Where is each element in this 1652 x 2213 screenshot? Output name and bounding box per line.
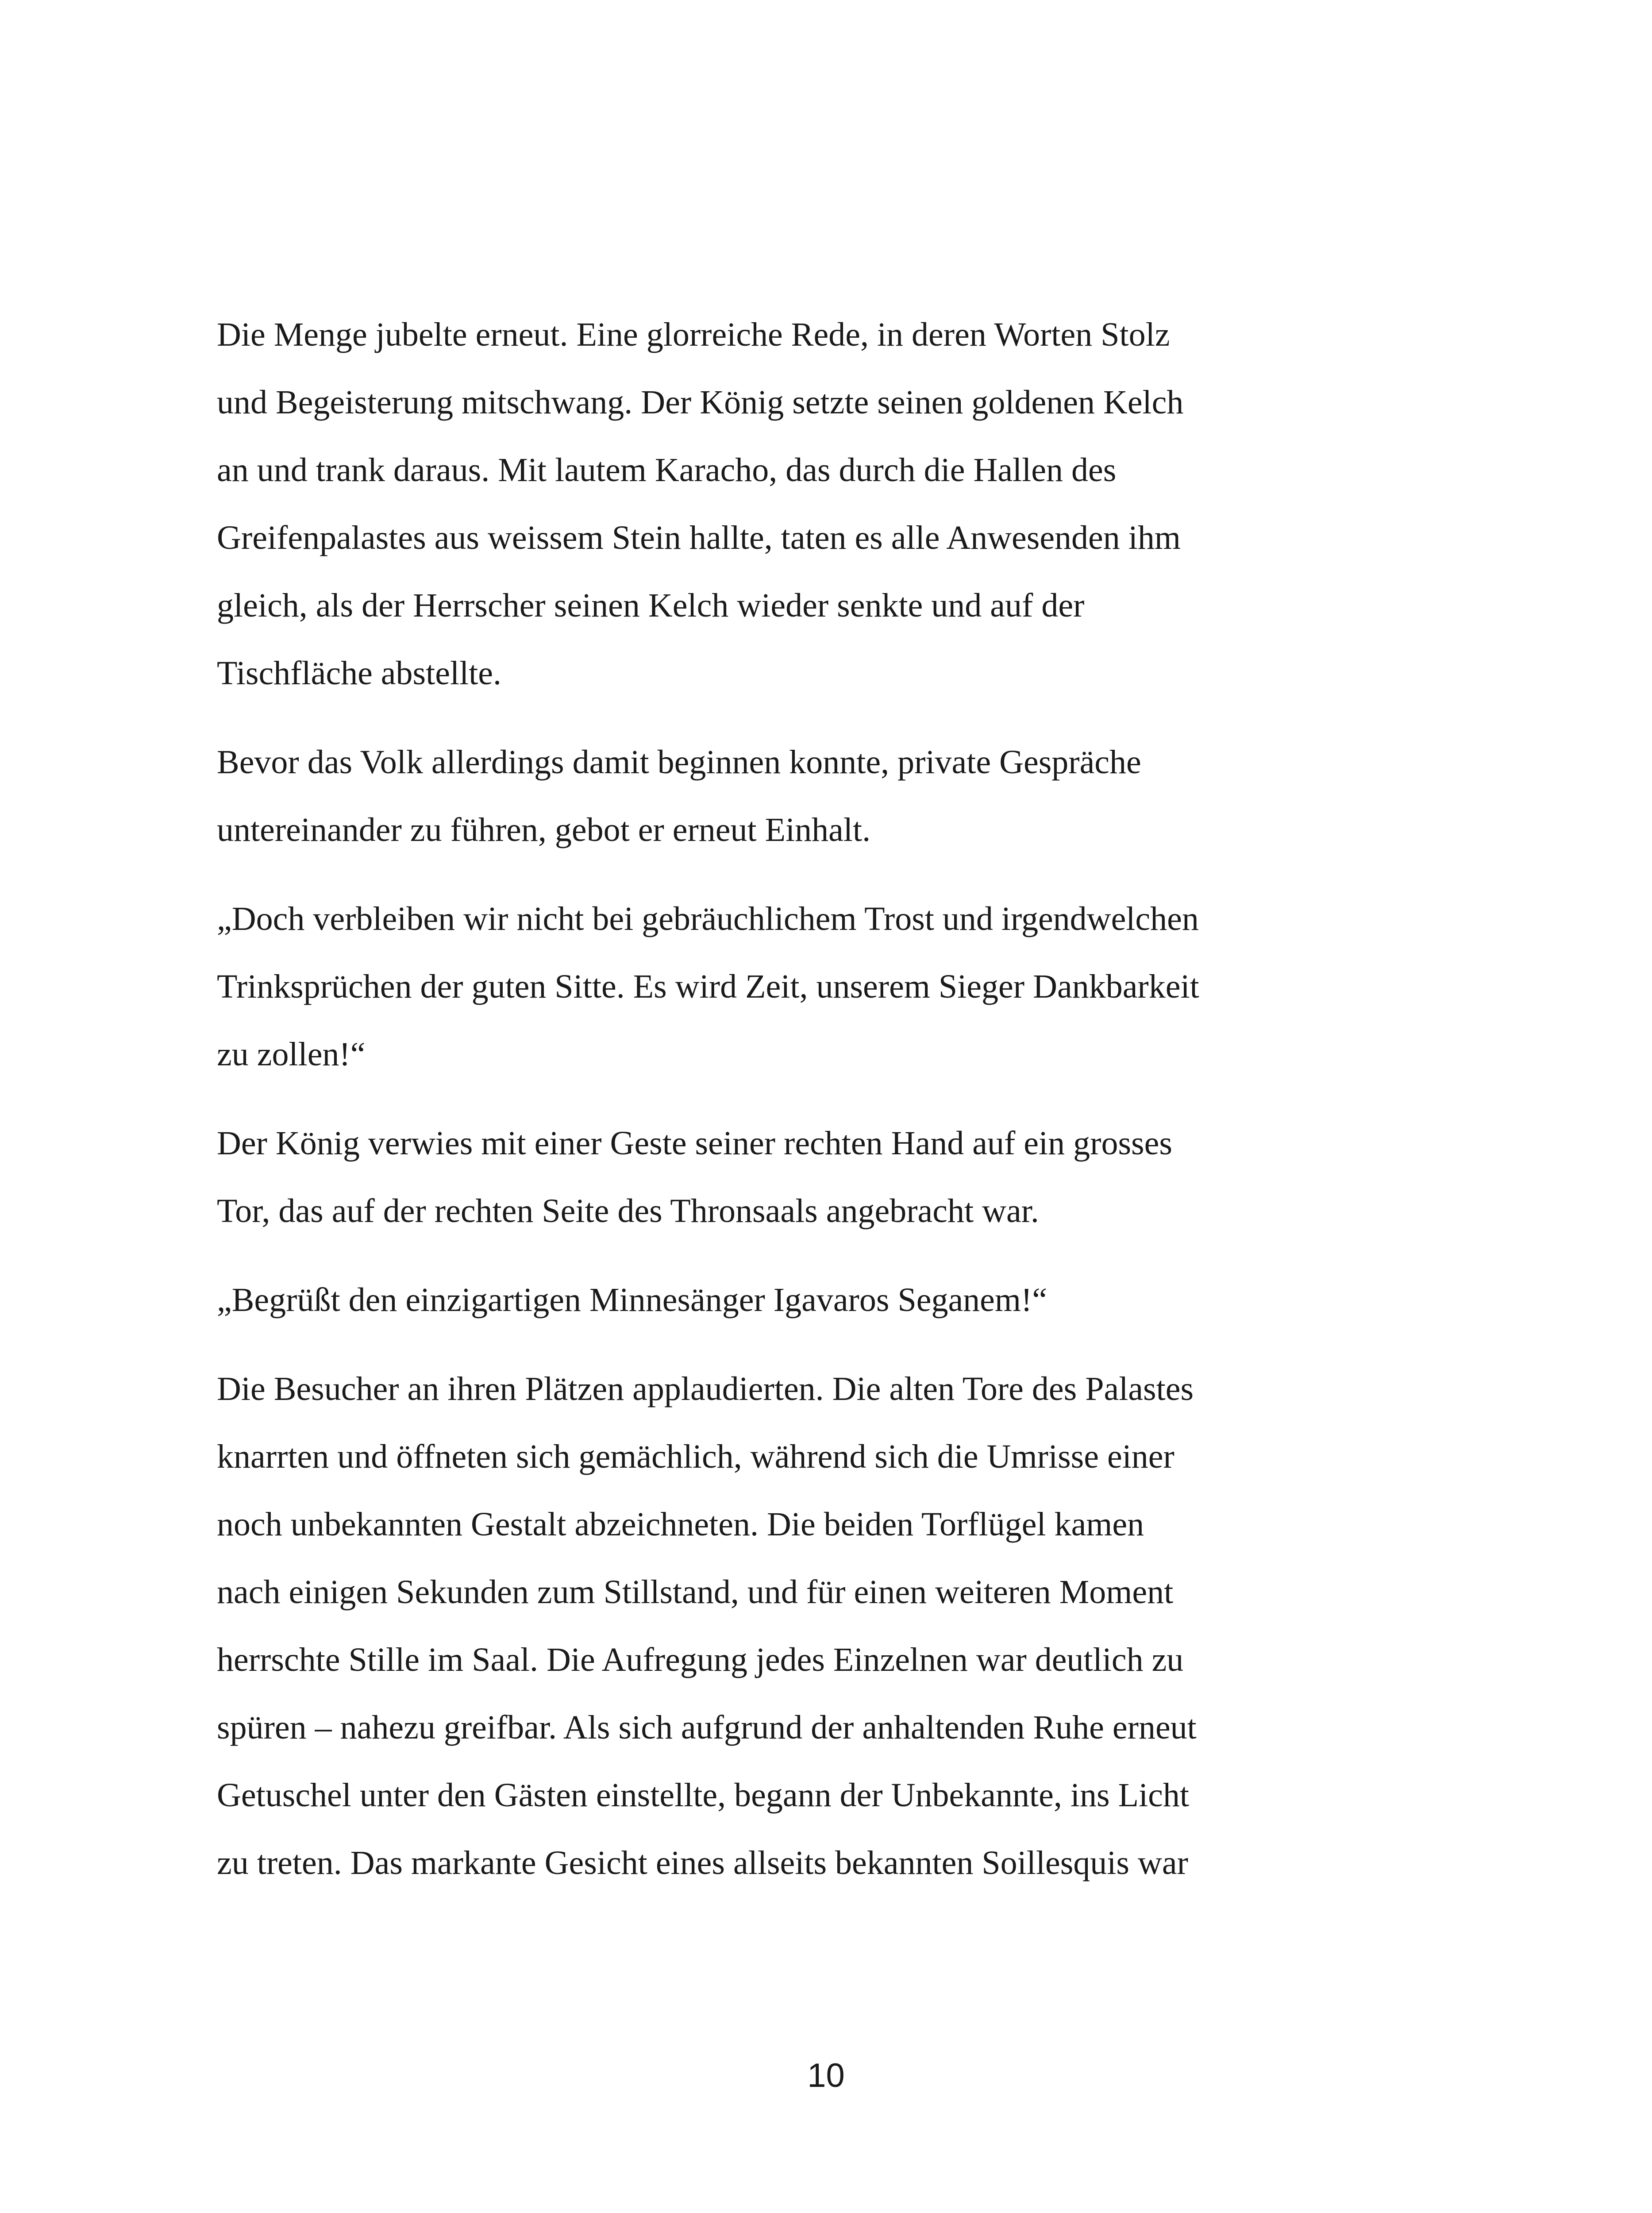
body-text bbox=[217, 301, 1438, 1918]
text-line: untereinander zu führen, gebot er erneut Einhalt. bbox=[217, 811, 871, 848]
text-line: an und trank daraus. Mit lautem Karacho, das durch die Hallen des bbox=[217, 451, 1117, 489]
text-line: Die Menge jubelte erneut. Eine glorreiche Rede, in deren Worten Stolz bbox=[217, 316, 1170, 353]
text-line: und Begeisterung mitschwang. Der König setzte seinen goldenen Kelch bbox=[217, 384, 1184, 421]
page-number: 10 bbox=[807, 2057, 845, 2094]
paragraph-4 bbox=[217, 1110, 1438, 1245]
text-line: zu treten. Das markante Gesicht eines allseits bekannten Soillesquis war bbox=[217, 1844, 1188, 1881]
text-line: nach einigen Sekunden zum Stillstand, und für einen weiteren Moment bbox=[217, 1573, 1174, 1611]
text-line: gleich, als der Herrscher seinen Kelch wieder senkte und auf der bbox=[217, 587, 1085, 624]
paragraph-1 bbox=[217, 301, 1438, 707]
text-line: Greifenpalastes aus weissem Stein hallte, taten es alle Anwesenden ihm bbox=[217, 519, 1181, 556]
text-line: Getuschel unter den Gästen einstellte, begann der Unbekannte, ins Licht bbox=[217, 1777, 1189, 1814]
text-line: Tor, das auf der rechten Seite des Thronsaals angebracht war. bbox=[217, 1192, 1039, 1230]
paragraph-3 bbox=[217, 885, 1438, 1088]
text-line: Tischfläche abstellte. bbox=[217, 655, 502, 692]
text-line: Die Besucher an ihren Plätzen applaudierten. Die alten Tore des Palastes bbox=[217, 1370, 1194, 1407]
text-line: noch unbekannten Gestalt abzeichneten. Die beiden Torflügel kamen bbox=[217, 1506, 1144, 1543]
paragraph-5 bbox=[217, 1266, 1438, 1334]
text-line: „Doch verbleiben wir nicht bei gebräuchlichem Trost und irgendwelchen bbox=[217, 900, 1199, 937]
text-line: zu zollen!“ bbox=[217, 1036, 366, 1073]
text-line: knarrten und öffneten sich gemächlich, während sich die Umrisse einer bbox=[217, 1438, 1174, 1475]
text-line: spüren – nahezu greifbar. Als sich aufgrund der anhaltenden Ruhe erneut bbox=[217, 1709, 1197, 1746]
text-line: Der König verwies mit einer Geste seiner rechten Hand auf ein grosses bbox=[217, 1125, 1172, 1162]
text-line: „Begrüßt den einzigartigen Minnesänger Igavaros Seganem!“ bbox=[217, 1281, 1047, 1319]
text-line: Bevor das Volk allerdings damit beginnen konnte, private Gespräche bbox=[217, 744, 1141, 781]
text-line: herrschte Stille im Saal. Die Aufregung jedes Einzelnen war deutlich zu bbox=[217, 1641, 1184, 1678]
text-line: Trinksprüchen der guten Sitte. Es wird Zeit, unserem Sieger Dankbarkeit bbox=[217, 968, 1199, 1005]
paragraph-2 bbox=[217, 729, 1438, 864]
paragraph-6 bbox=[217, 1355, 1438, 1897]
